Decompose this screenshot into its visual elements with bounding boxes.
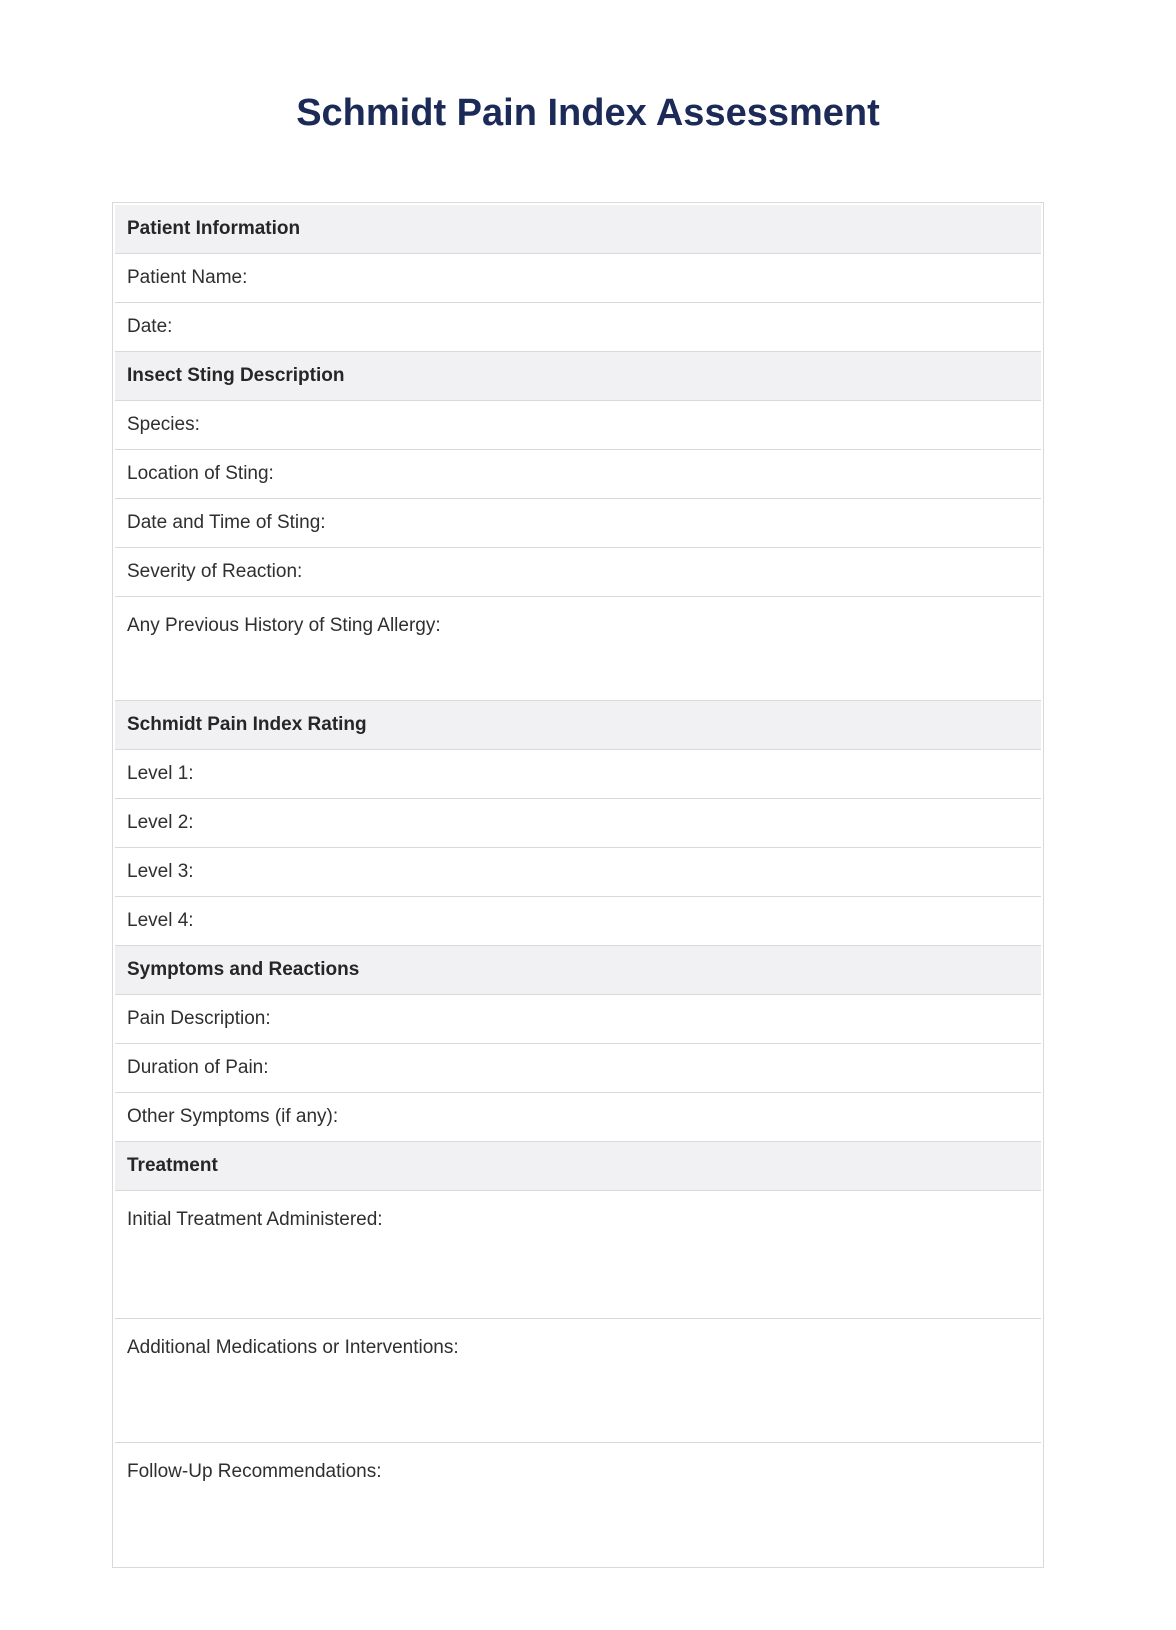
field-label: Level 3:	[127, 860, 194, 882]
page-title: Schmidt Pain Index Assessment	[296, 92, 880, 134]
field-label: Location of Sting:	[127, 462, 274, 484]
field-row-initial-treatment-administered[interactable]	[115, 1191, 1041, 1319]
field-label: Level 2:	[127, 811, 194, 833]
field-label: Patient Name:	[127, 266, 248, 288]
field-label: Any Previous History of Sting Allergy:	[127, 614, 441, 636]
section-header-label: Insect Sting Description	[127, 364, 345, 386]
field-label: Initial Treatment Administered:	[127, 1208, 383, 1230]
field-row-sting-allergy-history[interactable]	[115, 597, 1041, 701]
field-row-duration-of-pain[interactable]	[115, 1044, 1041, 1093]
field-row-species[interactable]	[115, 401, 1041, 450]
field-label: Other Symptoms (if any):	[127, 1105, 339, 1127]
field-row-level-1[interactable]	[115, 750, 1041, 799]
field-row-level-4[interactable]	[115, 897, 1041, 946]
section-header-insect-sting-description	[115, 352, 1041, 401]
field-label: Date and Time of Sting:	[127, 511, 326, 533]
section-header-symptoms-and-reactions	[115, 946, 1041, 995]
field-label: Level 4:	[127, 909, 194, 931]
field-label: Severity of Reaction:	[127, 560, 303, 582]
field-label: Follow-Up Recommendations:	[127, 1460, 382, 1482]
field-row-follow-up-recommendations[interactable]	[115, 1443, 1041, 1565]
field-label: Duration of Pain:	[127, 1056, 269, 1078]
field-label: Date:	[127, 315, 173, 337]
field-label: Level 1:	[127, 762, 194, 784]
field-row-date[interactable]	[115, 303, 1041, 352]
section-header-label: Symptoms and Reactions	[127, 958, 360, 980]
field-label: Additional Medications or Interventions:	[127, 1336, 459, 1358]
field-row-pain-description[interactable]	[115, 995, 1041, 1044]
field-label: Pain Description:	[127, 1007, 271, 1029]
field-row-level-3[interactable]	[115, 848, 1041, 897]
section-header-schmidt-pain-index-rating	[115, 701, 1041, 750]
field-row-other-symptoms[interactable]	[115, 1093, 1041, 1142]
assessment-form-table	[112, 202, 1044, 1568]
section-header-label: Patient Information	[127, 217, 301, 239]
field-row-patient-name[interactable]	[115, 254, 1041, 303]
field-row-date-and-time-of-sting[interactable]	[115, 499, 1041, 548]
section-header-treatment	[115, 1142, 1041, 1191]
section-header-patient-information	[115, 205, 1041, 254]
field-row-location-of-sting[interactable]	[115, 450, 1041, 499]
field-row-severity-of-reaction[interactable]	[115, 548, 1041, 597]
field-row-additional-medications-or-interventions[interactable]	[115, 1319, 1041, 1443]
section-header-label: Schmidt Pain Index Rating	[127, 713, 367, 735]
field-row-level-2[interactable]	[115, 799, 1041, 848]
field-label: Species:	[127, 413, 200, 435]
section-header-label: Treatment	[127, 1154, 218, 1176]
